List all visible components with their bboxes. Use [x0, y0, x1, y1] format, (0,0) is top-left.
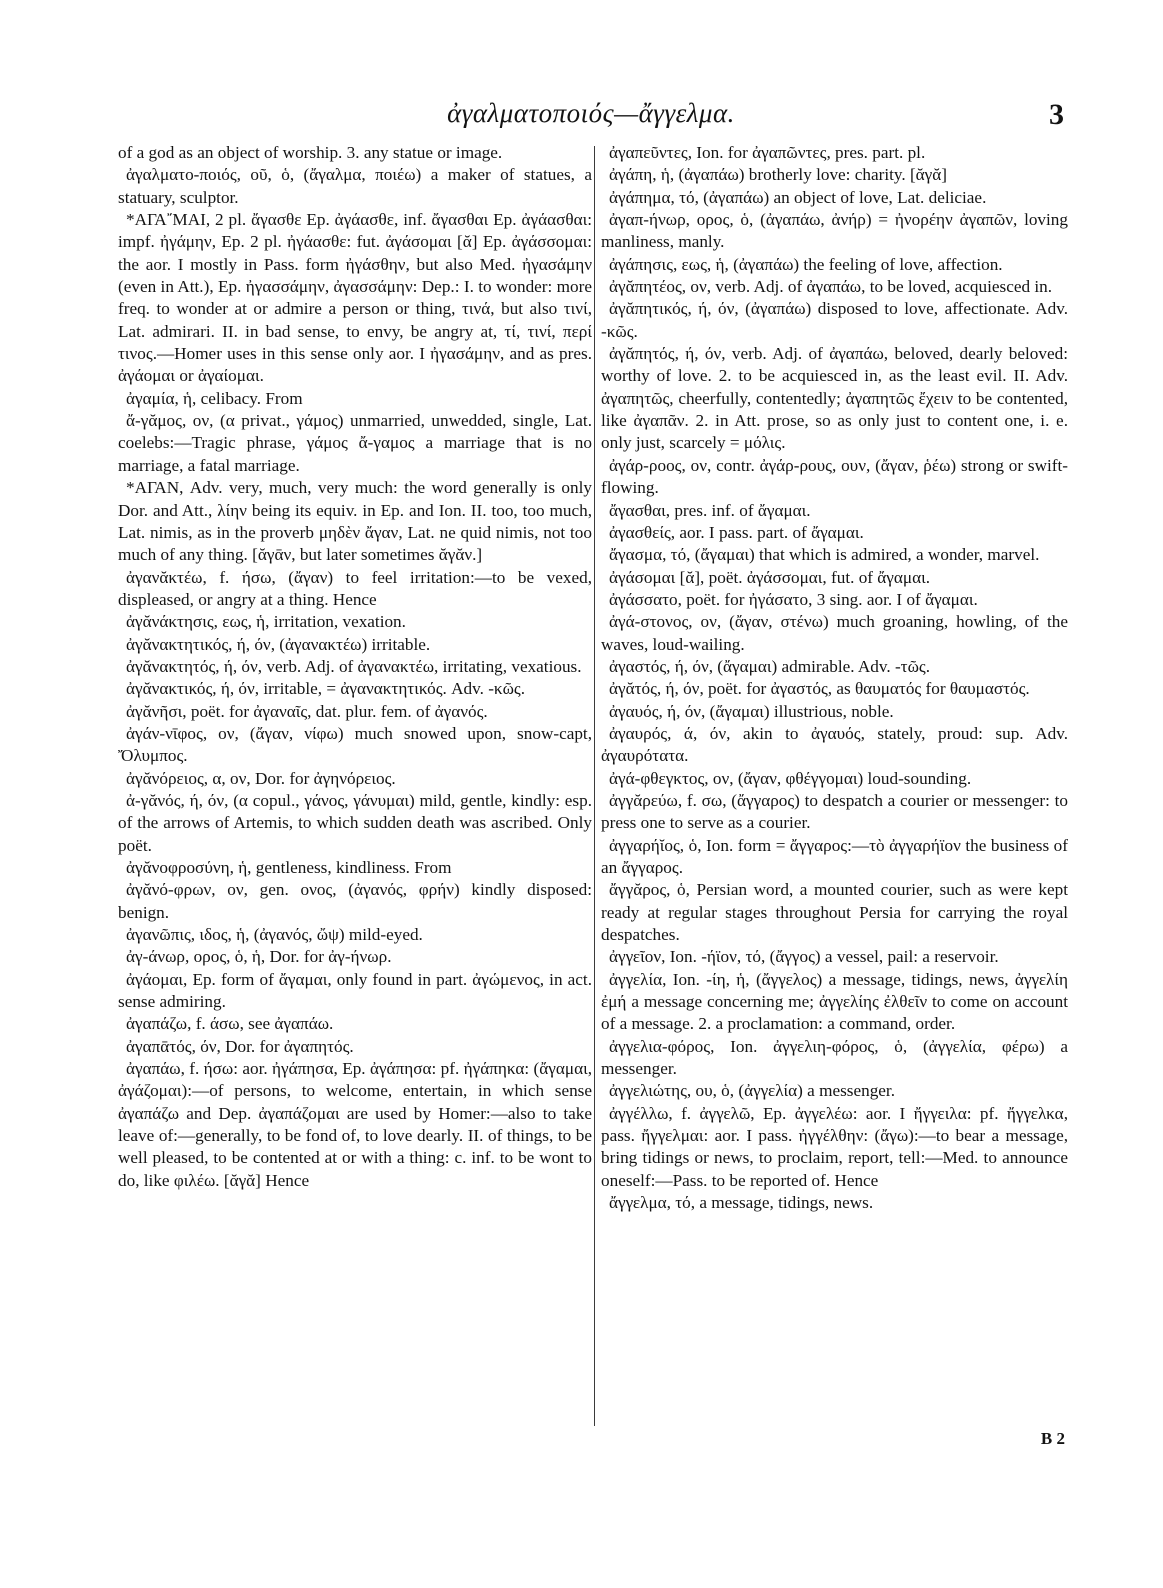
- dictionary-entry: ἀγγελια-φόρος, Ion. ἀγγελιη-φόρος, ὁ, (ἀγγελία, φέρω) a messenger.: [601, 1036, 1068, 1079]
- dictionary-entry: ἀγγελιώτης, ου, ὁ, (ἀγγελία) a messenger.: [609, 1081, 896, 1101]
- dictionary-entry: ἄγγελμα, τό, a message, tidings, news.: [609, 1193, 874, 1213]
- dictionary-entry: ἄγασμα, τό, (ἄγαμαι) that which is admired, a wonder, marvel.: [609, 545, 1040, 565]
- dictionary-entry: ἀγᾰπητέος, ον, verb. Adj. of ἀγαπάω, to be loved, acquiesced in.: [609, 277, 1053, 297]
- dictionary-entry: ἀγγεῖον, Ion. -ήϊον, τό, (ἄγγος) a vessel, pail: a reservoir.: [609, 947, 999, 967]
- left-column: [118, 142, 592, 1192]
- dictionary-entry: ἀγασθείς, aor. I pass. part. of ἄγαμαι.: [609, 522, 864, 542]
- dictionary-entry: ἀγανῶπις, ιδος, ἡ, (ἀγανός, ὤψ) mild-eyed.: [126, 925, 423, 945]
- dictionary-entry: ἀγάπημα, τό, (ἀγαπάω) an object of love, Lat. deliciae.: [609, 187, 987, 207]
- dictionary-entry: ἀγγέλλω, f. ἀγγελῶ, Ep. ἀγγελέω: aor. I ἤγγειλα: pf. ἤγγελκα, pass. ἤγγελμαι: aor. I pass. ἠγγέλθην: (ἄγω):—to bear a message, bring tidings or news, to proclaim, report, tell:—Med. to announce oneself:—Pass. to be reported of. Hence: [601, 1103, 1068, 1190]
- dictionary-entry: ἀγαμία, ἡ, celibacy. From: [126, 388, 303, 408]
- dictionary-entry: ἀγάσομαι [ᾰ], poët. ἀγάσσομαι, fut. of ἄγαμαι.: [609, 567, 931, 587]
- dictionary-entry: ἀγᾰνῆσι, poët. for ἀγαναῖς, dat. plur. fem. of ἀγανός.: [126, 701, 488, 721]
- page-number: 3: [1049, 98, 1064, 131]
- dictionary-entry: *ΑΓΑΝ, Adv. very, much, very much: the word generally is only Dor. and Att., λίην being its equiv. in Ep. and Ion. II. too, too much, Lat. nimis, as in the proverb μηδὲν ἄγαν, Lat. ne quid nimis, not too much of any thing. [ᾰγᾱν, but later sometimes ᾰγᾰν.]: [118, 478, 592, 565]
- dictionary-entry: ἀγάν-νῑφος, ον, (ἄγαν, νίφω) much snowed upon, snow-capt, Ὄλυμπος.: [118, 723, 592, 766]
- dictionary-entry: ἀγᾰπητικός, ή, όν, (ἀγαπάω) disposed to love, affectionate. Adv. -κῶς.: [601, 299, 1068, 341]
- dictionary-entry: ἀγά-στονος, ον, (ἄγαν, στένω) much groaning, howling, of the waves, loud-wailing.: [601, 612, 1068, 654]
- dictionary-entry: of a god as an object of worship. 3. any statue or image.: [118, 143, 503, 162]
- dictionary-entry: ἀγαπάζω, f. άσω, see ἀγαπάω.: [126, 1014, 334, 1034]
- dictionary-entry: *ΑΓΑ῎ΜΑΙ, 2 pl. ἄγασθε Ep. ἀγάασθε, inf. ἄγασθαι Ep. ἀγάασθαι: impf. ἠγάμην, Ep. 2 pl. ἠγάασθε: fut. ἀγάσομαι [ᾰ] Ep. ἀγάσσομαι: the aor. I mostly in Pass. form ἠγάσθην, but also Med. ἠγασάμην (even in Att.), Ep. ἠγασσάμην, ἀγασσάμην: Dep.: I. to wonder: more freq. to wonder at or admire a person or thing, τινά, but also τινί, Lat. admirari. II. in bad sense, to envy, be angry at, τί, τινί, περί τινος.—Homer uses in this sense only aor. I ἠγασάμην, and as pres. ἀγάομαι or ἀγαίομαι.: [118, 210, 592, 386]
- dictionary-entry: ἀγάσσατο, poët. for ἠγάσατο, 3 sing. aor. I of ἄγαμαι.: [609, 589, 978, 609]
- dictionary-entry: ἀγάπησις, εως, ἡ, (ἀγαπάω) the feeling of love, affection.: [609, 254, 1003, 274]
- dictionary-entry: ἄγγᾰρος, ὁ, Persian word, a mounted courier, such as were kept ready at regular stages throughout Persia for carrying the royal despatches.: [601, 880, 1068, 945]
- dictionary-entry: ἀγαπᾱτός, όν, Dor. for ἀγαπητός.: [126, 1036, 354, 1056]
- dictionary-entry: ἀγαλματο-ποιός, οῦ, ὁ, (ἄγαλμα, ποιέω) a maker of statues, a statuary, sculptor.: [118, 165, 592, 207]
- dictionary-entry: ἀγ-άνωρ, ορος, ὁ, ἡ, Dor. for ἀγ-ήνωρ.: [126, 947, 392, 967]
- dictionary-entry: ἀγαπ-ήνωρ, ορος, ὁ, (ἀγαπάω, ἀνήρ) = ἠνορέην ἀγαπῶν, loving manliness, manly.: [601, 210, 1068, 252]
- column-divider: [594, 146, 595, 1426]
- dictionary-entry: ἀγαπεῦντες, Ion. for ἀγαπῶντες, pres. part. pl.: [609, 143, 926, 162]
- dictionary-entry: ἄγασθαι, pres. inf. of ἄγαμαι.: [609, 500, 811, 520]
- dictionary-entry: ἀγαστός, ή, όν, (ἄγαμαι) admirable. Adv. -τῶς.: [609, 656, 930, 676]
- dictionary-entry: ἄ-γᾰμος, ον, (α privat., γάμος) unmarried, unwedded, single, Lat. coelebs:—Tragic phrase, γάμος ἄ-γαμος a marriage that is no marriage, a fatal marriage.: [118, 411, 592, 475]
- dictionary-entry: ἀγᾰνόρειος, α, ον, Dor. for ἀγηνόρειος.: [126, 768, 396, 788]
- dictionary-entry: ἀγαυρός, ά, όν, akin to ἀγαυός, stately, proud: sup. Adv. ἀγαυρότατα.: [601, 723, 1068, 766]
- dictionary-entry: ἀγγελία, Ion. -ίη, ἡ, (ἄγγελος) a message, tidings, news, ἀγγελίη ἐμή a message concerning me; ἀγγελίης ἐλθεῖν to come on account of a message. 2. a proclamation: a command, order.: [601, 969, 1068, 1034]
- right-column: [601, 142, 1068, 1215]
- dictionary-entry: ἀγᾰτός, ή, όν, poët. for ἀγαστός, as θαυματός for θαυμαστός.: [609, 679, 1030, 699]
- dictionary-entry: ἀγᾰνό-φρων, ον, gen. ονος, (ἀγανός, φρήν) kindly disposed: benign.: [118, 880, 592, 922]
- dictionary-entry: ἀγαπάω, f. ήσω: aor. ἠγάπησα, Ep. ἀγάπησα: pf. ἠγάπηκα: (ἄγαμαι, ἀγάζομαι):—of persons, to welcome, entertain, in which sense ἀγαπάζω and Dep. ἀγαπάζομαι are used by Homer:—also to take leave of:—generally, to be fond of, to love dearly. II. of things, to be well pleased, to be contented at or with a thing: c. inf. to be wont to do, like φιλέω. [ᾰγᾰ] Hence: [118, 1059, 592, 1190]
- dictionary-entry: ἀγγᾰρεύω, f. σω, (ἄγγαρος) to despatch a courier or messenger: to press one to serve as a courier.: [601, 790, 1068, 833]
- dictionary-entry: ἀγᾰπητός, ή, όν, verb. Adj. of ἀγαπάω, beloved, dearly beloved: worthy of love. 2. to be acquiesced in, as the least evil. II. Adv. ἀγαπητῶς, cheerfully, contentedly; ἀγαπητῶς ἔχειν to be contented, like ἀγαπᾶν. 2. in Att. prose, so as only just to content one, i. e. only just, scarcely = μόλις.: [601, 344, 1068, 453]
- dictionary-entry: ἀγᾰνακτικός, ή, όν, irritable, = ἀγανακτητικός. Adv. -κῶς.: [126, 679, 525, 699]
- dictionary-entry: ἀγᾰνακτητικός, ή, όν, (ἀγανακτέω) irritable.: [126, 634, 431, 654]
- dictionary-entry: ἀγᾰνοφροσύνη, ἡ, gentleness, kindliness. From: [126, 858, 452, 877]
- dictionary-entry: ἀγά-φθεγκτος, ον, (ἄγαν, φθέγγομαι) loud-sounding.: [609, 768, 972, 788]
- signature-mark: B 2: [1040, 1429, 1065, 1448]
- dictionary-entry: ἀγᾰνακτητός, ή, όν, verb. Adj. of ἀγανακτέω, irritating, vexatious.: [126, 656, 582, 676]
- dictionary-entry: ἀγάπη, ἡ, (ἀγαπάω) brotherly love: charity. [ᾰγᾰ]: [609, 165, 948, 185]
- dictionary-entry: ἀγάομαι, Ep. form of ἄγαμαι, only found in part. ἀγώμενος, in act. sense admiring.: [118, 969, 592, 1012]
- dictionary-entry: ἀ-γᾰνός, ή, όν, (α copul., γάνος, γάνυμαι) mild, gentle, kindly: esp. of the arrows of Artemis, to which sudden death was ascribed. Only poët.: [118, 790, 592, 855]
- running-head: [118, 98, 1064, 138]
- running-title: ἀγαλματοποιός—ἄγγελμα.: [447, 98, 735, 128]
- dictionary-entry: ἀγαυός, ή, όν, (ἄγαμαι) illustrious, noble.: [609, 701, 894, 721]
- dictionary-entry: ἀγανᾰκτέω, f. ήσω, (ἄγαν) to feel irritation:—to be vexed, displeased, or angry at a thing. Hence: [118, 567, 592, 609]
- dictionary-entry: ἀγγαρήῐος, ὁ, Ion. form = ἄγγαρος:—τὸ ἀγγαρήϊον the business of an ἄγγαρος.: [601, 835, 1068, 877]
- dictionary-entry: ἀγάρ-ροος, ον, contr. ἀγάρ-ρους, ουν, (ἄγαν, ῥέω) strong or swift-flowing.: [601, 455, 1068, 498]
- dictionary-entry: ἀγᾰνάκτησις, εως, ἡ, irritation, vexation.: [126, 612, 406, 632]
